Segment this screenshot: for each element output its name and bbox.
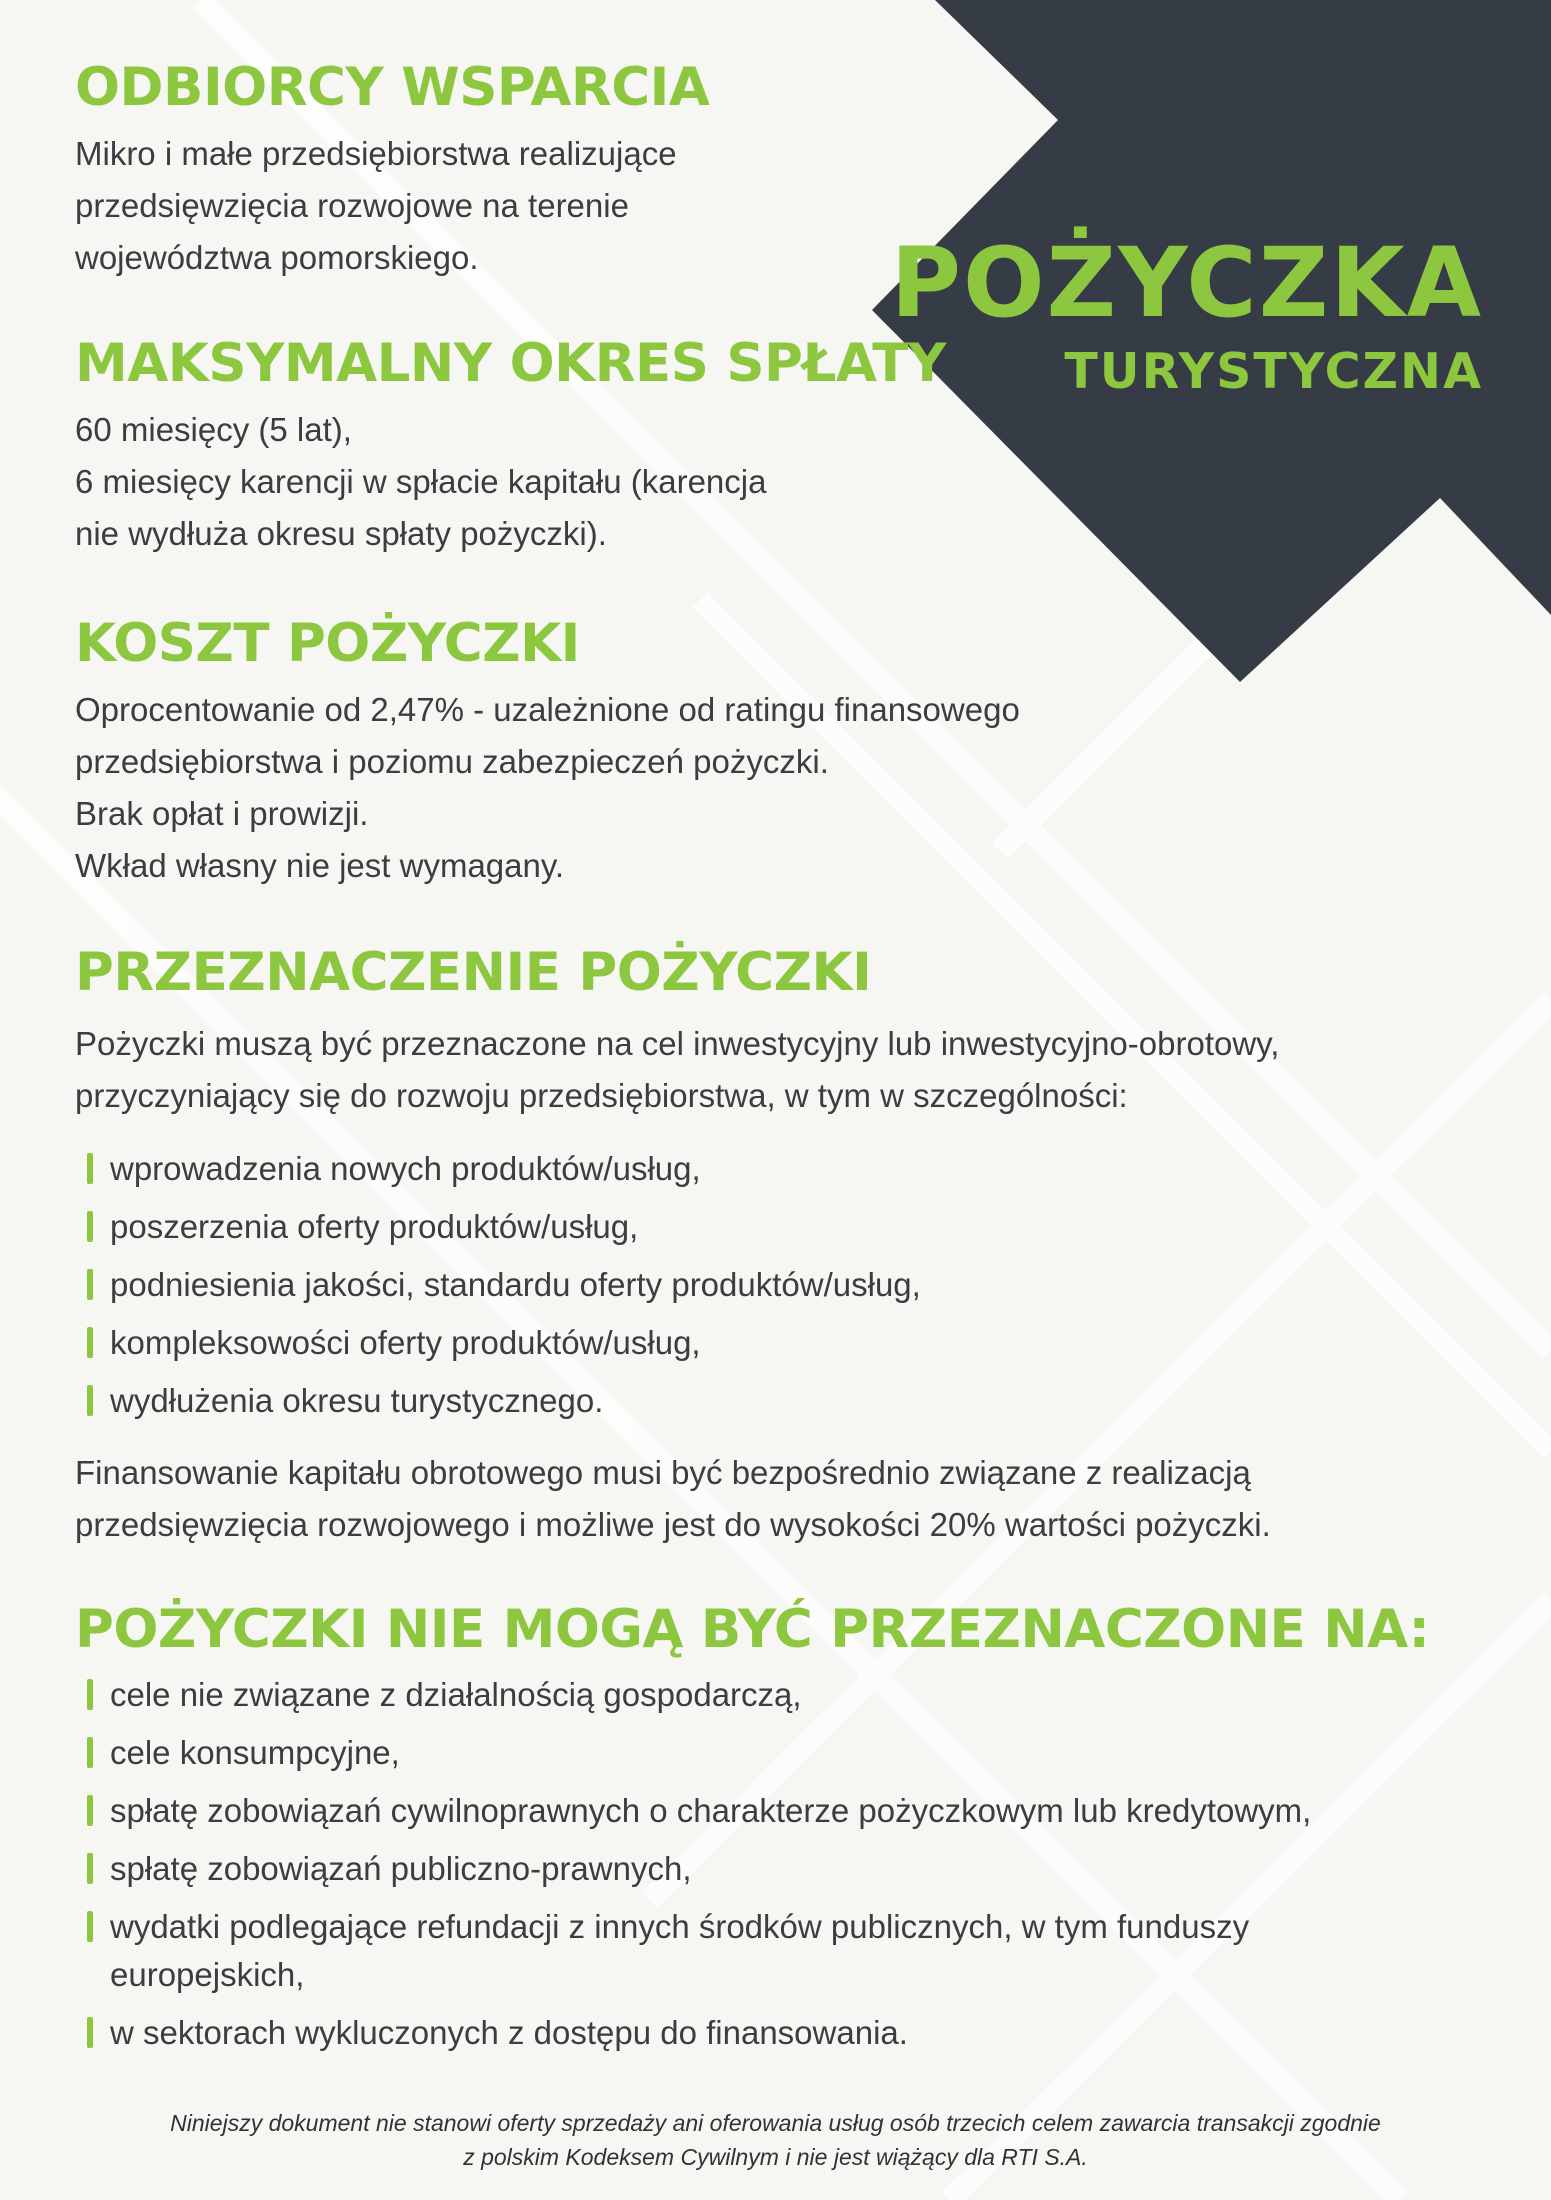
list-item: spłatę zobowiązań publiczno-prawnych,: [87, 1845, 1447, 1893]
purpose-list: [87, 1145, 921, 1435]
text-line: 6 miesięcy karencji w spłacie kapitału (karencja: [75, 463, 767, 500]
list-item: poszerzenia oferty produktów/usług,: [87, 1203, 921, 1251]
product-title: POŻYCZKA: [890, 227, 1483, 339]
text-line: Oprocentowanie od 2,47% - uzależnione od ratingu finansowego: [75, 691, 1020, 728]
heading-cost: KOSZT POŻYCZKI: [75, 613, 580, 674]
list-item: spłatę zobowiązań cywilnoprawnych o charakterze pożyczkowym lub kredytowym,: [87, 1787, 1447, 1835]
text-line: 60 miesięcy (5 lat),: [75, 411, 352, 448]
exclusions-list: [87, 1671, 1447, 2067]
text-line: przedsiębiorstwa i poziomu zabezpieczeń pożyczki.: [75, 743, 829, 780]
purpose-intro: [75, 1018, 1279, 1122]
cost-text: [75, 684, 1020, 892]
disclaimer-line: z polskim Kodeksem Cywilnym i nie jest wiążący dla RTI S.A.: [463, 2144, 1088, 2170]
list-item: cele nie związane z działalnością gospodarczą,: [87, 1671, 1447, 1719]
product-badge: [890, 227, 1483, 400]
recipients-text: [75, 128, 677, 284]
text-line: Mikro i małe przedsiębiorstwa realizujące: [75, 135, 677, 172]
product-subtitle: TURYSTYCZNA: [1064, 343, 1483, 400]
list-item: cele konsumpcyjne,: [87, 1729, 1447, 1777]
list-item: podniesienia jakości, standardu oferty produktów/usług,: [87, 1261, 921, 1309]
text-line: Wkład własny nie jest wymagany.: [75, 847, 565, 884]
text-line: województwa pomorskiego.: [75, 239, 479, 276]
text-line: nie wydłuża okresu spłaty pożyczki).: [75, 515, 607, 552]
heading-repayment: MAKSYMALNY OKRES SPŁATY: [75, 333, 946, 394]
list-item: kompleksowości oferty produktów/usług,: [87, 1319, 921, 1367]
list-item: wydatki podlegające refundacji z innych środków publicznych, w tym funduszy europejskich,: [87, 1903, 1447, 1999]
purpose-note: [75, 1447, 1271, 1551]
heading-purpose: PRZEZNACZENIE POŻYCZKI: [75, 942, 872, 1003]
text-line: przedsięwzięcia rozwojowe na terenie: [75, 187, 629, 224]
heading-exclusions: POŻYCZKI NIE MOGĄ BYĆ PRZEZNACZONE NA:: [75, 1599, 1430, 1660]
list-item: w sektorach wykluczonych z dostępu do finansowania.: [87, 2009, 1447, 2057]
list-item: wprowadzenia nowych produktów/usług,: [87, 1145, 921, 1193]
repayment-text: [75, 404, 766, 560]
disclaimer-line: Niniejszy dokument nie stanowi oferty sprzedaży ani oferowania usług osób trzecich celem zawarcia transakcji zgodnie: [170, 2110, 1381, 2136]
legal-disclaimer: [60, 2106, 1491, 2174]
text-line: przedsięwzięcia rozwojowego i możliwe jest do wysokości 20% wartości pożyczki.: [75, 1506, 1271, 1543]
text-line: przyczyniający się do rozwoju przedsiębiorstwa, w tym w szczególności:: [75, 1077, 1128, 1114]
heading-recipients: ODBIORCY WSPARCIA: [75, 57, 710, 118]
text-line: Brak opłat i prowizji.: [75, 795, 369, 832]
text-line: Finansowanie kapitału obrotowego musi być bezpośrednio związane z realizacją: [75, 1454, 1251, 1491]
text-line: Pożyczki muszą być przeznaczone na cel inwestycyjny lub inwestycyjno-obrotowy,: [75, 1025, 1280, 1062]
list-item: wydłużenia okresu turystycznego.: [87, 1377, 921, 1425]
